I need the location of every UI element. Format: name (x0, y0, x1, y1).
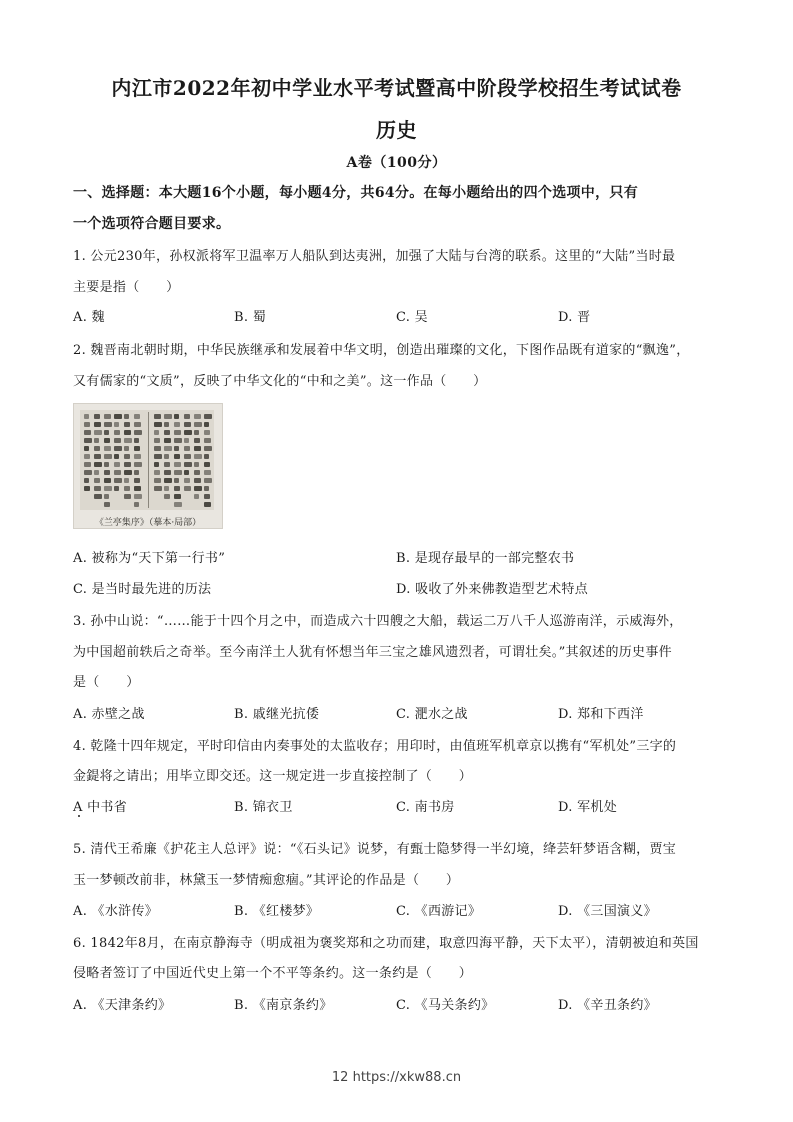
q3-option-d: D. 郑和下西洋 (558, 707, 644, 722)
calligraphy-column (174, 414, 182, 506)
q4-option-c: C. 南书房 (396, 800, 455, 815)
q1-option-a: A. 魏 (73, 310, 105, 325)
q4-stem-line2: 金鍉将之请出；用毕立即交还。这一规定进一步直接控制了（ ） (73, 769, 473, 784)
section-a-heading: A卷（100分） (346, 155, 447, 171)
scan-speck (78, 815, 80, 817)
calligraphy-column (104, 414, 112, 506)
calligraphy-column (164, 414, 172, 506)
q5-stem-line1: 5. 清代王希廉《护花主人总评》说：“《石头记》说梦，有甄士隐梦得一半幻境，绛芸轩梦语含糊，贾宝 (73, 842, 677, 857)
q2-option-b: B. 是现存最早的一部完整农书 (396, 551, 575, 566)
q4-option-a: A 中书省 (73, 800, 128, 815)
q1-option-d: D. 晋 (558, 310, 591, 325)
q5-option-d: D. 《三国演义》 (558, 904, 657, 919)
part1-instructions-line1: 一、选择题：本大题16个小题，每小题4分，共64分。在每小题给出的四个选项中，只有 (73, 185, 639, 201)
calligraphy-column (94, 414, 102, 506)
q6-option-d: D. 《辛丑条约》 (558, 998, 657, 1013)
q3-stem-line2: 为中国超前轶后之奇举。至今南洋土人犹有怀想当年三宝之雄风遗烈者，可谓壮矣。”其叙述的历史事件 (73, 645, 672, 660)
q1-option-c: C. 吴 (396, 310, 428, 325)
figure-caption: 《兰亭集序》（摹本·局部） (94, 518, 202, 528)
q1-stem-line1: 1. 公元230年，孙权派将军卫温率万人船队到达夷洲，加强了大陆与台湾的联系。这里的“大陆”当时最 (73, 249, 676, 264)
q3-option-c: C. 淝水之战 (396, 707, 468, 722)
page-footer: 12 https://xkw88.cn (331, 1070, 462, 1085)
q3-stem-line3: 是（ ） (73, 675, 140, 690)
calligraphy-column (154, 414, 162, 506)
q6-option-c: C. 《马关条约》 (396, 998, 495, 1013)
q5-option-b: B. 《红楼梦》 (234, 904, 320, 919)
q5-option-a: A. 《水浒传》 (73, 904, 159, 919)
q1-option-b: B. 蜀 (234, 310, 267, 325)
q6-option-a: A. 《天津条约》 (73, 998, 172, 1013)
calligraphy-column (124, 414, 132, 506)
q2-stem-line1: 2. 魏晋南北朝时期，中华民族继承和发展着中华文明，创造出璀璨的文化，下图作品既有道家的“飘逸”， (73, 343, 690, 358)
q4-stem-line1: 4. 乾隆十四年规定，平时印信由内奏事处的太监收存；用印时，由值班军机章京以携有“军机处”三字的 (73, 739, 677, 754)
subject-title: 历史 (376, 118, 417, 142)
q6-stem-line1: 6. 1842年8月，在南京静海寺（明成祖为褒奖郑和之功而建，取意四海平静，天下太平），清朝被迫和英国 (73, 936, 699, 951)
exam-title: 内江市2022年初中学业水平考试暨高中阶段学校招生考试试卷 (111, 76, 682, 100)
calligraphy-column (114, 414, 122, 506)
q2-option-a: A. 被称为“天下第一行书” (73, 551, 226, 566)
calligraphy-column (84, 414, 92, 506)
q2-option-d: D. 吸收了外来佛教造型艺术特点 (396, 582, 589, 597)
q3-option-a: A. 赤壁之战 (73, 707, 145, 722)
q4-option-d: D. 军机处 (558, 800, 618, 815)
q1-stem-line2: 主要是指（ ） (73, 280, 180, 295)
calligraphy-column (184, 414, 192, 506)
calligraphy-column (194, 414, 202, 506)
calligraphy-image (73, 403, 223, 529)
calligraphy-column (134, 414, 142, 506)
q4-option-b: B. 锦衣卫 (234, 800, 293, 815)
q2-option-c: C. 是当时最先进的历法 (73, 582, 212, 597)
q5-stem-line2: 玉一梦顿改前非，林黛玉一梦情痴愈痼。”其评论的作品是（ ） (73, 873, 460, 888)
q3-option-b: B. 戚继光抗倭 (234, 707, 320, 722)
q6-stem-line2: 侵略者签订了中国近代史上第一个不平等条约。这一条约是（ ） (73, 966, 473, 981)
q2-stem-line2: 又有儒家的“文质”，反映了中华文化的“中和之美”。这一作品（ ） (73, 374, 487, 389)
calligraphy-column (204, 414, 212, 506)
q6-option-b: B. 《南京条约》 (234, 998, 333, 1013)
q5-option-c: C. 《西游记》 (396, 904, 482, 919)
part1-instructions-line2: 一个选项符合题目要求。 (73, 216, 231, 232)
q3-stem-line1: 3. 孙中山说：“……能于十四个月之中，而造成六十四艘之大船，载运二万八千人巡游南洋，示威海外， (73, 614, 683, 629)
